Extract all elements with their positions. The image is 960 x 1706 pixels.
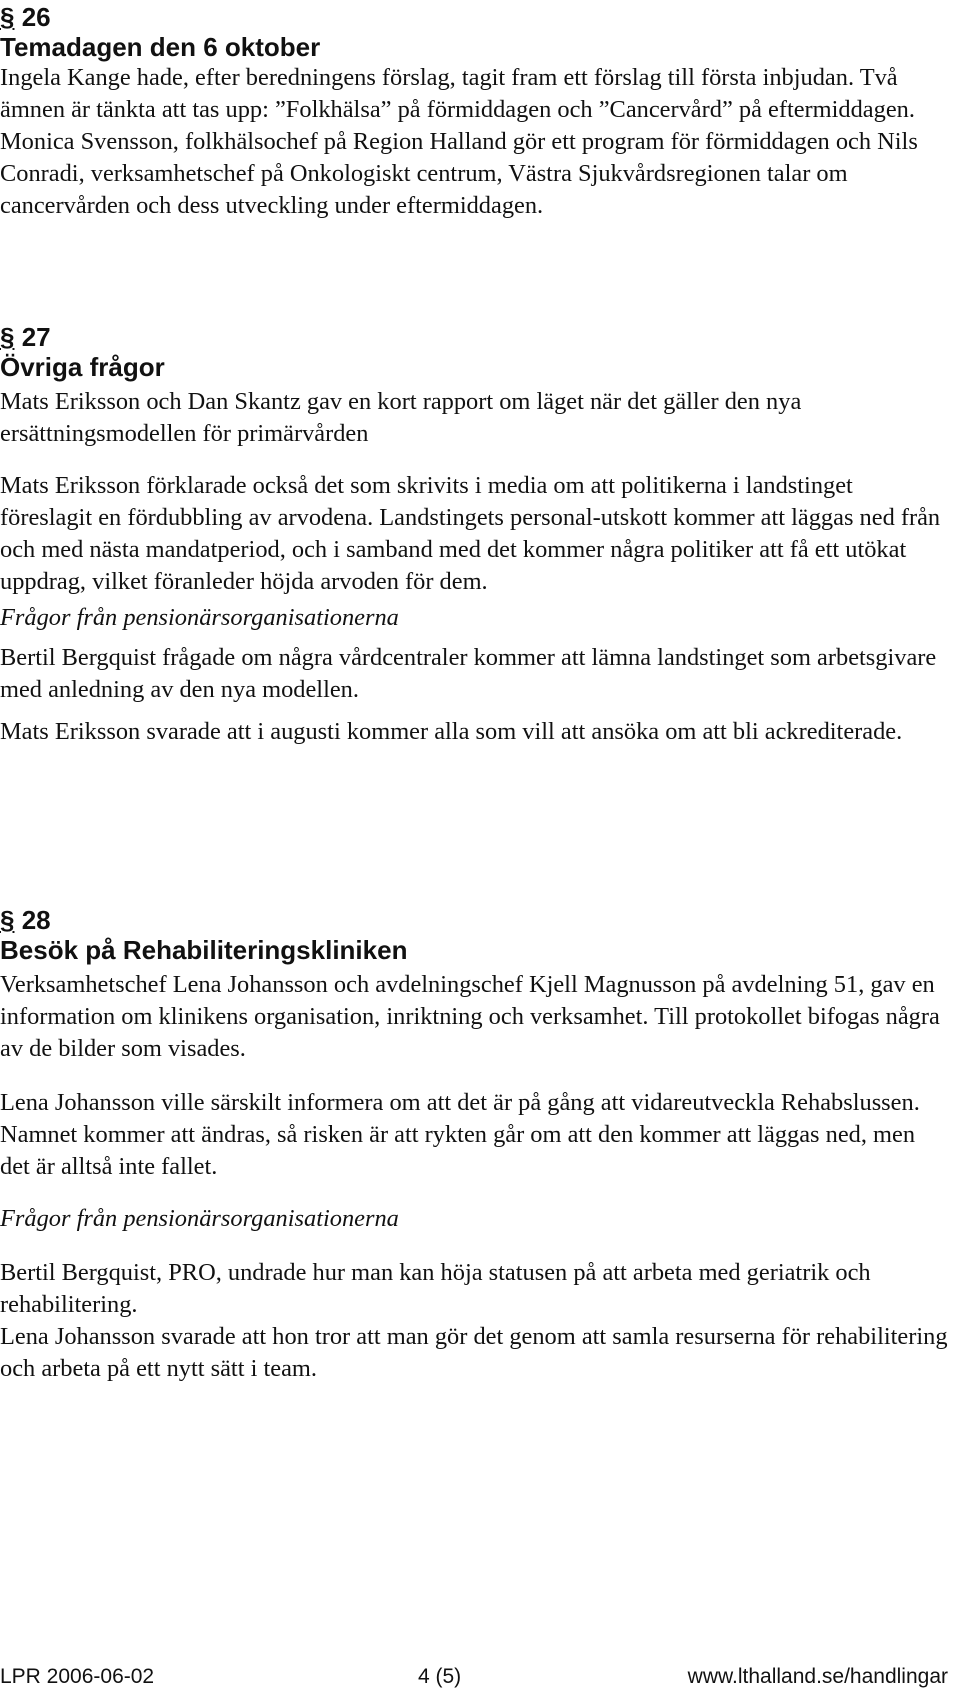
section-28	[0, 905, 948, 1385]
body-paragraph: Mats Eriksson och Dan Skantz gav en kort rapport om läget när det gäller den nya ersättningsmodellen för primärvården	[0, 388, 802, 447]
section-title: Övriga frågor	[0, 352, 165, 382]
paragraph-sign: §	[0, 322, 15, 352]
body-paragraph: Mats Eriksson förklarade också det som skrivits i media om att politikerna i landstinget föreslagit en fördubbling av arvodena. Landstingets personal-utskott kommer att läggas ned från och med nästa mandatperiod, och i samband med det kommer några politiker att få ett utökat uppdrag, vilket föranleder höjda arvoden för dem.	[0, 472, 941, 595]
section-27	[0, 322, 948, 748]
footer-document-id: LPR 2006-06-02	[0, 1665, 155, 1688]
section-number-value: 27	[21, 322, 51, 352]
subheading: Frågor från pensionärsorganisationerna	[0, 1205, 399, 1232]
body-paragraph: Bertil Bergquist, PRO, undrade hur man kan höja statusen på att arbeta med geriatrik och rehabilitering.	[0, 1259, 871, 1318]
section-number	[0, 905, 948, 935]
section-number-value: 28	[21, 905, 51, 935]
body-paragraph: Lena Johansson svarade att hon tror att man gör det genom att samla resurserna för rehabilitering och arbeta på ett nytt sätt i team.	[0, 1323, 948, 1382]
footer-url: www.lthalland.se/handlingar	[687, 1665, 948, 1688]
section-number-value: 26	[21, 2, 51, 32]
section-26	[0, 2, 948, 222]
footer-page-number: 4 (5)	[418, 1665, 462, 1688]
paragraph-sign: §	[0, 905, 15, 935]
section-number	[0, 2, 948, 32]
body-paragraph: Ingela Kange hade, efter beredningens förslag, tagit fram ett förslag till första inbjudan. Två ämnen är tänkta att tas upp: ”Folkhälsa” på förmiddagen och ”Cancervård” på eftermiddagen. Monica Svensson, folkhälsochef på Region Halland gör ett program för förmiddagen och Nils Conradi, verksamhetschef på Onkologiskt centrum, Västra Sjukvårdsregionen talar om cancervården och dess utveckling under eftermiddagen.	[0, 64, 918, 219]
body-paragraph: Mats Eriksson svarade att i augusti kommer alla som vill att ansöka om att bli ackrediterade.	[0, 718, 903, 745]
subheading: Frågor från pensionärsorganisationerna	[0, 604, 399, 631]
body-paragraph: Bertil Bergquist frågade om några vårdcentraler kommer att lämna landstinget som arbetsgivare med anledning av den nya modellen.	[0, 644, 937, 703]
body-paragraph: Lena Johansson ville särskilt informera om att det är på gång att vidareutveckla Rehabslussen. Namnet kommer att ändras, så risken är att rykten går om att den kommer att läggas ned, men det är alltså inte fallet.	[0, 1089, 920, 1180]
section-title: Besök på Rehabiliteringskliniken	[0, 935, 408, 965]
body-paragraph: Verksamhetschef Lena Johansson och avdelningschef Kjell Magnusson på avdelning 51, gav en information om klinikens organisation, inriktning och verksamhet. Till protokollet bifogas några av de bilder som visades.	[0, 971, 940, 1062]
page-footer	[0, 1662, 948, 1692]
paragraph-sign: §	[0, 2, 15, 32]
section-number	[0, 322, 948, 352]
section-title: Temadagen den 6 oktober	[0, 32, 321, 62]
